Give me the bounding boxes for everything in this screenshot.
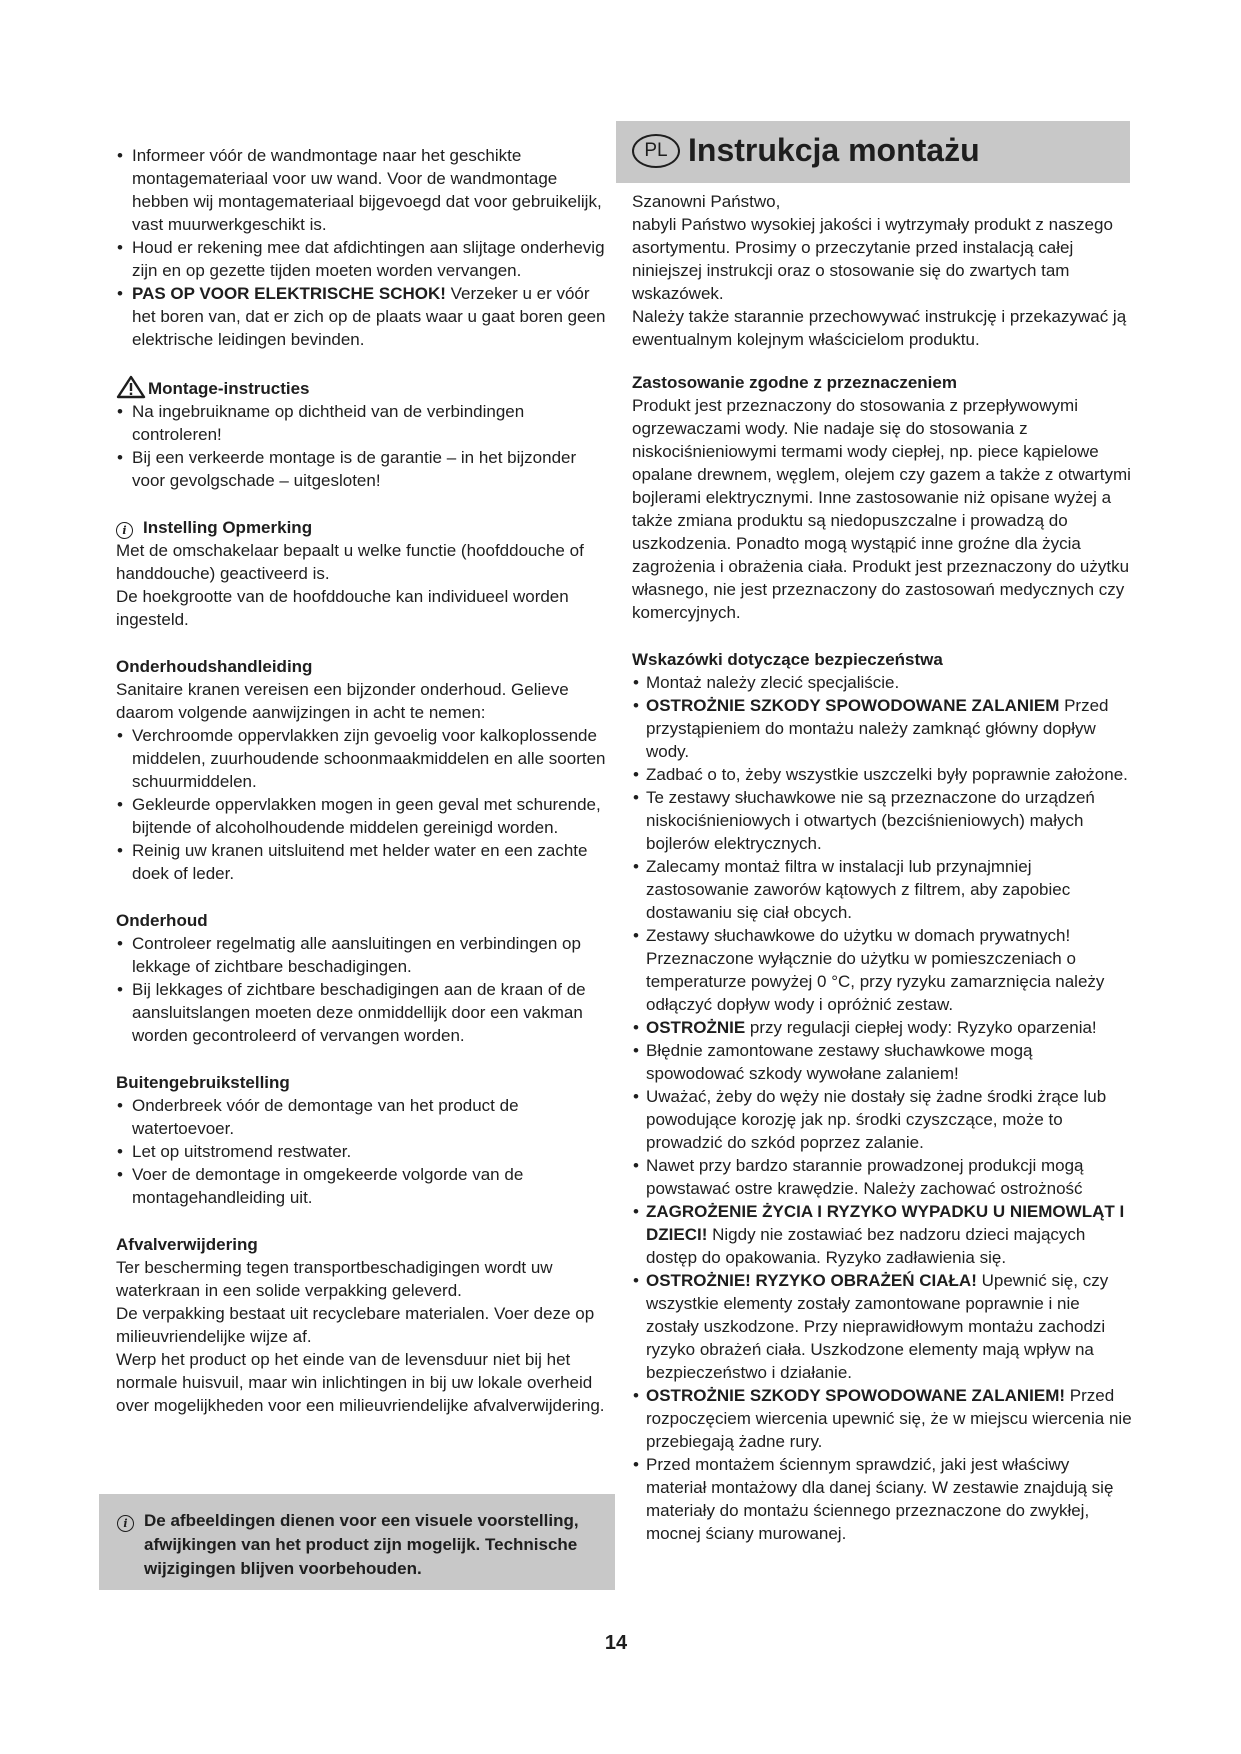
list-item	[632, 1154, 1132, 1200]
item-text: przy regulacji ciepłej wody: Ryzyko oparzenia!	[745, 1018, 1097, 1037]
afval-heading: Afvalverwijdering	[116, 1235, 258, 1254]
warning-label: ZAGROŻENIE ŻYCIA I RYZYKO WYPADKU U NIEMOWLĄT I DZIECI!	[646, 1202, 1125, 1244]
buitengebruikstelling-heading: Buitengebruikstelling	[116, 1073, 290, 1092]
intro-text: nabyli Państwo wysokiej jakości i wytrzymały produkt z naszego asortymentu. Prosimy o przeczytanie przed instalacją całej niniejszej instrukcji oraz o stosowanie się do zwartych tam wskazówek.	[632, 215, 1113, 303]
onderhoudshandleiding-heading: Onderhoudshandleiding	[116, 657, 313, 676]
instelling-heading-row	[116, 516, 606, 539]
list-item: • Voer de demontage in omgekeerde volgorde van de montagehandleiding uit.	[116, 1163, 606, 1209]
instelling-text: De hoekgrootte van de hoofddouche kan individueel worden ingesteld.	[116, 587, 569, 629]
list-item	[632, 1039, 1132, 1085]
montage-list	[116, 400, 606, 492]
usage-heading: Zastosowanie zgodne z przeznaczeniem	[632, 373, 957, 392]
item-text: Błędnie zamontowane zestawy słuchawkowe mogą spowodować szkody wywołane zalaniem!	[646, 1041, 1033, 1083]
safety-section	[632, 648, 1132, 1545]
list-item	[116, 282, 606, 351]
item-text: Nawet przy bardzo starannie prowadzonej produkcji mogą powstawać ostre krawędzie. Należy zachować ostrożność	[646, 1156, 1084, 1198]
section-header-pl	[616, 121, 1130, 183]
list-item	[632, 763, 1132, 786]
item-text: Przed rozpoczęciem wiercenia upewnić się, że w miejscu wiercenia nie przebiegają żadne rury.	[646, 1386, 1132, 1451]
warning-label: OSTROŻNIE SZKODY SPOWODOWANE ZALANIEM!	[646, 1386, 1066, 1405]
item-text: Te zestawy słuchawkowe nie są przeznaczone do urządzeń niskociśnieniowych i otwartych (bezciśnieniowych) małych bojlerów elektrycznych.	[646, 788, 1095, 853]
list-item: • Reinig uw kranen uitsluitend met helder water en een zachte doek of leder.	[116, 839, 606, 885]
list-item	[632, 1269, 1132, 1384]
list-item: • Na ingebruikname op dichtheid van de verbindingen controleren!	[116, 400, 606, 446]
safety-heading: Wskazówki dotyczące bezpieczeństwa	[632, 650, 943, 669]
shock-warning-label: PAS OP VOOR ELEKTRISCHE SCHOK!	[132, 284, 446, 303]
list-item	[632, 1016, 1132, 1039]
onderhoudshandleiding-section	[116, 655, 606, 885]
onderhoud-section	[116, 909, 606, 1047]
montage-heading: Montage-instructies	[148, 379, 310, 398]
greeting: Szanowni Państwo,	[632, 192, 781, 211]
page-number: 14	[604, 1632, 628, 1654]
keep-instructions-text: Należy także starannie przechowywać instrukcję i przekazywać ją ewentualnym kolejnym właścicielom produktu.	[632, 307, 1127, 349]
list-item: • Let op uitstromend restwater.	[116, 1140, 606, 1163]
list-item: • Controleer regelmatig alle aansluitingen en verbindingen op lekkage of zichtbare beschadigingen.	[116, 932, 606, 978]
list-item	[632, 1384, 1132, 1453]
list-item	[632, 1200, 1132, 1269]
list-item: • Gekleurde oppervlakken mogen in geen geval met schurende, bijtende of alcoholhoudende middelen gereinigd worden.	[116, 793, 606, 839]
instelling-section	[116, 516, 606, 631]
onderhoudshandleiding-list	[116, 724, 606, 885]
safety-list	[632, 671, 1132, 1545]
list-item: • Onderbreek vóór de demontage van het product de watertoevoer.	[116, 1094, 606, 1140]
buitengebruikstelling-section	[116, 1071, 606, 1209]
usage-text: Produkt jest przeznaczony do stosowania z przepływowymi ogrzewaczami wody. Nie nadaje się do stosowania z niskociśnieniowymi termami wody ciepłej, np. piece kąpielowe opalane drewnem, węglem, olejem czy gazem a także z otwartymi bojlerami elektrycznymi. Inne zastosowanie niż opisane wyżej a także zmiana produktu są niedopuszczalne i prowadzą do uszkodzenia. Ponadto mogą wystąpić inne groźne dla życia zagrożenia i obrażenia ciała. Produkt jest przeznaczony do użytku własnego, nie jest przeznaczony do zastosowań medycznych czy komercyjnych.	[632, 396, 1131, 622]
warning-triangle-icon	[116, 375, 146, 399]
warning-label: OSTROŻNIE	[646, 1018, 746, 1037]
language-badge: PL	[632, 134, 680, 168]
page-title: Instrukcja montażu	[688, 132, 980, 168]
item-text: Upewnić się, czy wszystkie elementy zostały zamontowane poprawnie i nie zostały uszkodzone. Przy nieprawidłowym montażu zachodzi ryzyko obrażeń ciała. Uszkodzone elementy mają wpływ na bezpieczeństwo i działanie.	[646, 1271, 1109, 1382]
onderhoud-heading: Onderhoud	[116, 911, 208, 930]
onderhoud-list	[116, 932, 606, 1047]
list-item	[632, 1453, 1132, 1545]
item-text: Montaż należy zlecić specjaliście.	[646, 673, 900, 692]
list-item	[632, 786, 1132, 855]
disclaimer-note-box	[99, 1494, 615, 1590]
left-column	[116, 144, 606, 1417]
instelling-heading: Instelling Opmerking	[143, 518, 313, 537]
list-item: • Bij een verkeerde montage is de garantie – in het bijzonder voor gevolgschade – uitgesloten!	[116, 446, 606, 492]
list-item: • Informeer vóór de wandmontage naar het geschikte montagemateriaal voor uw wand. Voor de wandmontage hebben wij montagemateriaal bijgevoegd dat voor gebruikelijk, vast muurwerkgeschikt is.	[116, 144, 606, 236]
afval-text: Ter bescherming tegen transportbeschadigingen wordt uw waterkraan in een solide verpakking geleverd.	[116, 1258, 553, 1300]
item-text: Uważać, żeby do węży nie dostały się żadne środki żrące lub powodujące korozję jak np. środki czyszczące, może to prowadzić do szkód poprzez zalanie.	[646, 1087, 1107, 1152]
usage-section	[632, 371, 1132, 624]
warning-label: OSTROŻNIE SZKODY SPOWODOWANE ZALANIEM	[646, 696, 1060, 715]
afval-section	[116, 1233, 606, 1417]
info-icon: i	[117, 1515, 134, 1532]
warning-label: OSTROŻNIE! RYZYKO OBRAŻEŃ CIAŁA!	[646, 1271, 977, 1290]
list-item: • Verchroomde oppervlakken zijn gevoelig voor kalkoplossende middelen, zuurhoudende schoonmaakmiddelen en alle soorten schuurmiddelen.	[116, 724, 606, 793]
item-text: Zadbać o to, żeby wszystkie uszczelki były poprawnie założone.	[646, 765, 1128, 784]
list-item	[632, 924, 1132, 1016]
item-text: Przed montażem ściennym sprawdzić, jaki jest właściwy materiał montażowy dla danej ściany. W zestawie znajdują się materiały do montażu ściennego przeznaczone do zwykłej, mocnej ściany murowanej.	[646, 1455, 1114, 1543]
list-item: • Houd er rekening mee dat afdichtingen aan slijtage onderhevig zijn en op gezette tijden moeten worden vervangen.	[116, 236, 606, 282]
shock-warning-text: Verzeker u er vóór het boren van, dat er zich op de plaats waar u gaat boren geen elektrische leidingen bevinden.	[132, 284, 606, 349]
item-text: Nigdy nie zostawiać bez nadzoru dzieci mających dostęp do opakowania. Ryzyko zadławienia się.	[646, 1225, 1086, 1267]
disclaimer-note-text: De afbeeldingen dienen voor een visuele voorstelling, afwijkingen van het product zijn mogelijk. Technische wijzigingen blijven voorbehouden.	[144, 1511, 579, 1578]
afval-text: Werp het product op het einde van de levensduur niet bij het normale huisvuil, maar win inlichtingen in bij uw lokale overheid over mogelijkheden voor een milieuvriendelijke afvalverwijdering.	[116, 1350, 605, 1415]
montage-section	[116, 375, 606, 492]
list-item	[632, 855, 1132, 924]
instelling-text: Met de omschakelaar bepaalt u welke functie (hoofddouche of handdouche) geactiveerd is.	[116, 541, 584, 583]
list-item	[632, 671, 1132, 694]
onderhoudshandleiding-intro: Sanitaire kranen vereisen een bijzonder onderhoud. Gelieve daarom volgende aanwijzingen in acht te nemen:	[116, 680, 569, 722]
list-item	[632, 694, 1132, 763]
list-item: • Bij lekkages of zichtbare beschadigingen aan de kraan of de aansluitslangen moeten deze onmiddellijk door een vakman worden gecontroleerd of vervangen worden.	[116, 978, 606, 1047]
right-column	[632, 190, 1132, 1545]
info-icon: i	[116, 522, 133, 539]
montage-heading-row	[116, 375, 606, 400]
item-text: Przed przystąpieniem do montażu należy zamknąć główny dopływ wody.	[646, 696, 1109, 761]
afval-text: De verpakking bestaat uit recyclebare materialen. Voer deze op milieuvriendelijke wijze af.	[116, 1304, 595, 1346]
buitengebruikstelling-list	[116, 1094, 606, 1209]
item-text: Zestawy słuchawkowe do użytku w domach prywatnych! Przeznaczone wyłącznie do użytku w pomieszczeniach o temperaturze powyżej 0 °C, przy ryzyku zamarznięcia należy odłączyć dopływ wody i opróżnić zestaw.	[646, 926, 1105, 1014]
list-item	[632, 1085, 1132, 1154]
intro-bullet-list	[116, 144, 606, 351]
item-text: Zalecamy montaż filtra w instalacji lub przynajmniej zastosowanie zaworów kątowych z filtrem, aby zapobiec dostawaniu się ciał obcych.	[646, 857, 1071, 922]
